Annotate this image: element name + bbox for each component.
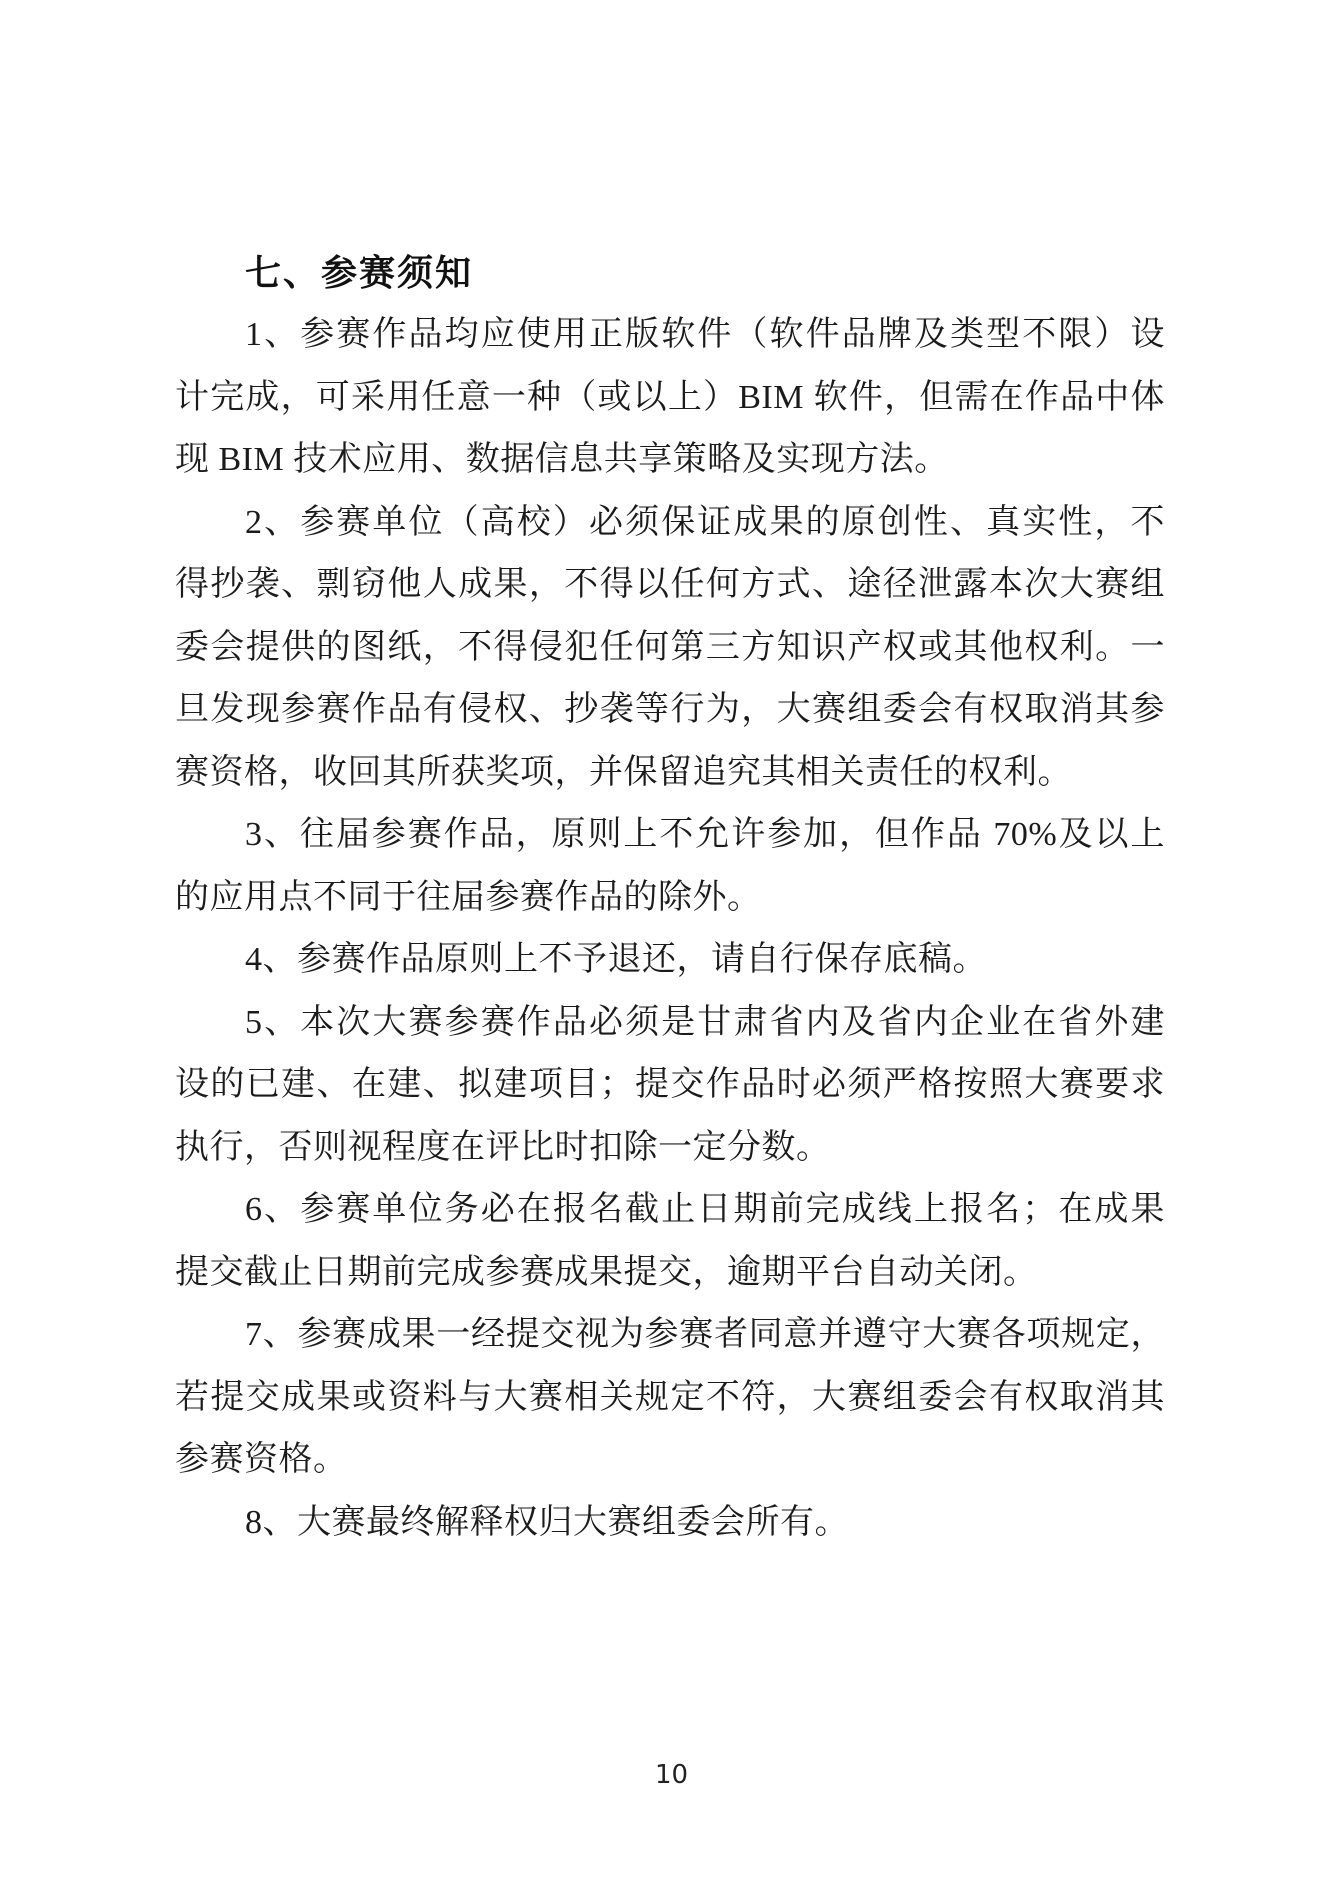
doc-line: 得抄袭、剽窃他人成果，不得以任何方式、途径泄露本次大赛组 [175, 566, 1165, 603]
doc-line: 4、参赛作品原则上不予退还，请自行保存底稿。 [245, 941, 987, 978]
doc-line: 旦发现参赛作品有侵权、抄袭等行为，大赛组委会有权取消其参 [175, 691, 1165, 728]
doc-line: 若提交成果或资料与大赛相关规定不符，大赛组委会有权取消其 [175, 1378, 1165, 1416]
doc-line: 设的已建、在建、拟建项目；提交作品时必须严格按照大赛要求 [175, 1066, 1165, 1103]
doc-line: 7、参赛成果一经提交视为参赛者同意并遵守大赛各项规定， [245, 1316, 1165, 1353]
doc-line: 计完成，可采用任意一种（或以上）BIM 软件，但需在作品中体 [175, 378, 1165, 416]
doc-line: 3、往届参赛作品，原则上不允许参加，但作品 70%及以上 [245, 816, 1165, 853]
doc-line: 参赛资格。 [175, 1441, 348, 1478]
doc-line: 2、参赛单位（高校）必须保证成果的原创性、真实性，不 [245, 503, 1165, 541]
text-block [175, 241, 1165, 1554]
doc-line: 委会提供的图纸，不得侵犯任何第三方知识产权或其他权利。一 [175, 628, 1165, 666]
doc-line: 5、本次大赛参赛作品必须是甘肃省内及省内企业在省外建 [245, 1003, 1165, 1041]
doc-line: 提交截止日期前完成参赛成果提交，逾期平台自动关闭。 [175, 1253, 1038, 1291]
doc-line: 6、参赛单位务必在报名截止日期前完成线上报名；在成果 [245, 1191, 1165, 1228]
page-number: 10 [654, 1760, 689, 1790]
doc-line: 现 BIM 技术应用、数据信息共享策略及实现方法。 [175, 441, 949, 478]
doc-line: 1、参赛作品均应使用正版软件（软件品牌及类型不限）设 [245, 316, 1165, 353]
doc-line: 执行，否则视程度在评比时扣除一定分数。 [175, 1128, 831, 1166]
doc-line: 赛资格，收回其所获奖项，并保留追究其相关责任的权利。 [175, 753, 1072, 791]
section-heading: 七、参赛须知 [245, 252, 474, 293]
doc-line: 的应用点不同于往届参赛作品的除外。 [175, 878, 762, 916]
doc-line: 8、大赛最终解释权归大赛组委会所有。 [245, 1503, 849, 1541]
